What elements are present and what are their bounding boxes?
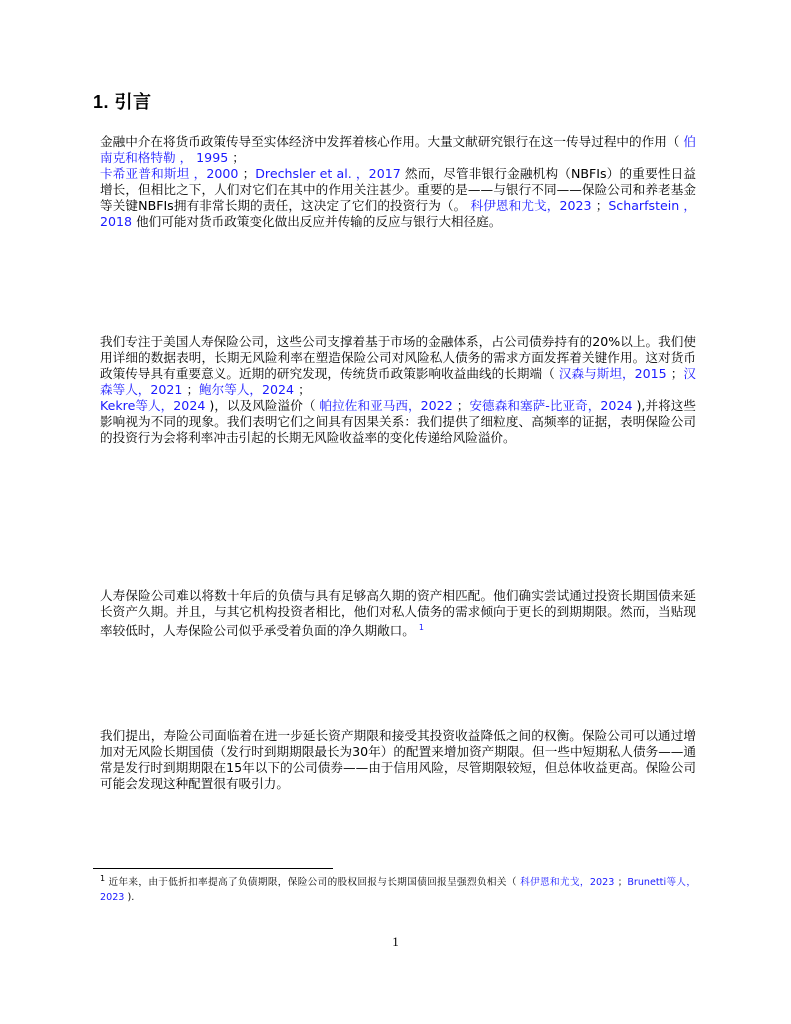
page-number: 1 [392, 934, 399, 949]
footnote [100, 871, 696, 905]
paragraph-text: ),并将这些影响视为不同的现象。我们表明它们之间具有因果关系：我们提供了细粒度、高频率的证据，表明保险公司的投资行为会将利率冲击引起的长期无风险收益率的变化传递给风险溢价。 [100, 398, 696, 445]
paragraph-text: ； [452, 398, 470, 413]
paragraph-text: 金融中介在将货币政策传导至实体经济中发挥着核心作用。大量文献研究银行在这一传导过程中的作用（ [100, 134, 684, 149]
paragraph-text: ； [228, 150, 245, 165]
citation-link[interactable]: 鲍尔等人，2024 [199, 382, 295, 397]
citation-link[interactable]: 安德森和塞萨-比亚奇，2024 [469, 398, 633, 413]
paragraph-text: ； [591, 198, 609, 213]
paragraph-3 [100, 588, 696, 639]
citation-link[interactable]: Scharfstein ，2018 [100, 198, 696, 229]
section-title: 1. 引言 [93, 92, 152, 112]
paragraph-2 [100, 334, 696, 446]
paragraph-text: ； [182, 382, 200, 397]
citation-link[interactable]: Kekre等人，2024 [100, 398, 206, 413]
paragraph-text: ； [666, 366, 684, 381]
citation-link[interactable]: 科伊恩和尤戈，2023 [470, 198, 592, 213]
citation-link[interactable]: 科伊恩和尤戈，2023 [520, 877, 615, 889]
footnote-number: 1 [100, 874, 106, 883]
paragraph-text: 然而，尽管非银行金融机构（NBFIs）的重要性日益增长，但相比之下，人们对它们在其中的作用关注甚少。重要的是——与银行不同——保险公司和养老基金等关键NBFIs拥有非常长期的责任，这决定了它们的投资行为（。 [100, 166, 696, 213]
citation-link[interactable]: 汉森与斯坦，2015 [558, 366, 667, 381]
footnote-marker[interactable]: 1 [418, 623, 424, 632]
paragraph-text: ； [294, 382, 311, 397]
citation-link[interactable]: 帕拉佐和亚马西，2022 [319, 398, 453, 413]
paragraph-text: 他们可能对货币政策变化做出反应并传输的反应与银行大相径庭。 [132, 214, 502, 229]
paragraph-text: 我们专注于美国人寿保险公司，这些公司支撑着基于市场的金融体系，占公司债券持有的20%以上。我们使用详细的数据表明，长期无风险利率在塑造保险公司对风险私人债务的需求方面发挥着关键作用。这对货币政策传导具有重要意义。近期的研究发现，传统货币政策影响收益曲线的长期端（ [100, 334, 696, 381]
paragraph-1 [100, 134, 696, 230]
citation-link[interactable]: Brunetti等人，2023 [100, 877, 696, 904]
paragraph-4 [100, 728, 696, 792]
footnote-text: ； [614, 877, 628, 889]
citation-link[interactable]: 汉森等人，2021 [100, 366, 696, 397]
paragraph-text: ； [238, 166, 256, 181]
citation-link[interactable]: 伯南克和格特勒 ， 1995 [100, 134, 696, 165]
citation-link[interactable]: Drechsler et al. ，2017 [255, 166, 401, 181]
footnote-text: 近年来，由于低折扣率提高了负债期限，保险公司的股权回报与长期国债回报呈强烈负相关（ [105, 877, 521, 889]
footnote-text: ). [124, 892, 135, 904]
paragraph-text: 人寿保险公司难以将数十年后的负债与具有足够高久期的资产相匹配。他们确实尝试通过投资长期国债来延长资产久期。并且，与其它机构投资者相比，他们对私人债务的需求倾向于更长的到期期限。然而，当贴现率较低时，人寿保险公司似乎承受着负面的净久期敞口。 [100, 588, 696, 639]
footnote-divider [93, 868, 333, 869]
paragraph-text: 我们提出，寿险公司面临着在进一步延长资产期限和接受其投资收益降低之间的权衡。保险公司可以通过增加对无风险长期国债（发行时到期期限最长为30年）的配置来增加资产期限。但一些中短期私人债务——通常是发行时到期期限在15年以下的公司债券——由于信用风险，尽管期限较短，但总体收益更高。保险公司可能会发现这种配置很有吸引力。 [100, 728, 696, 791]
paragraph-text: )，以及风险溢价（ [205, 398, 320, 413]
citation-link[interactable]: 卡希亚普和斯坦 ，2000 [100, 166, 239, 181]
